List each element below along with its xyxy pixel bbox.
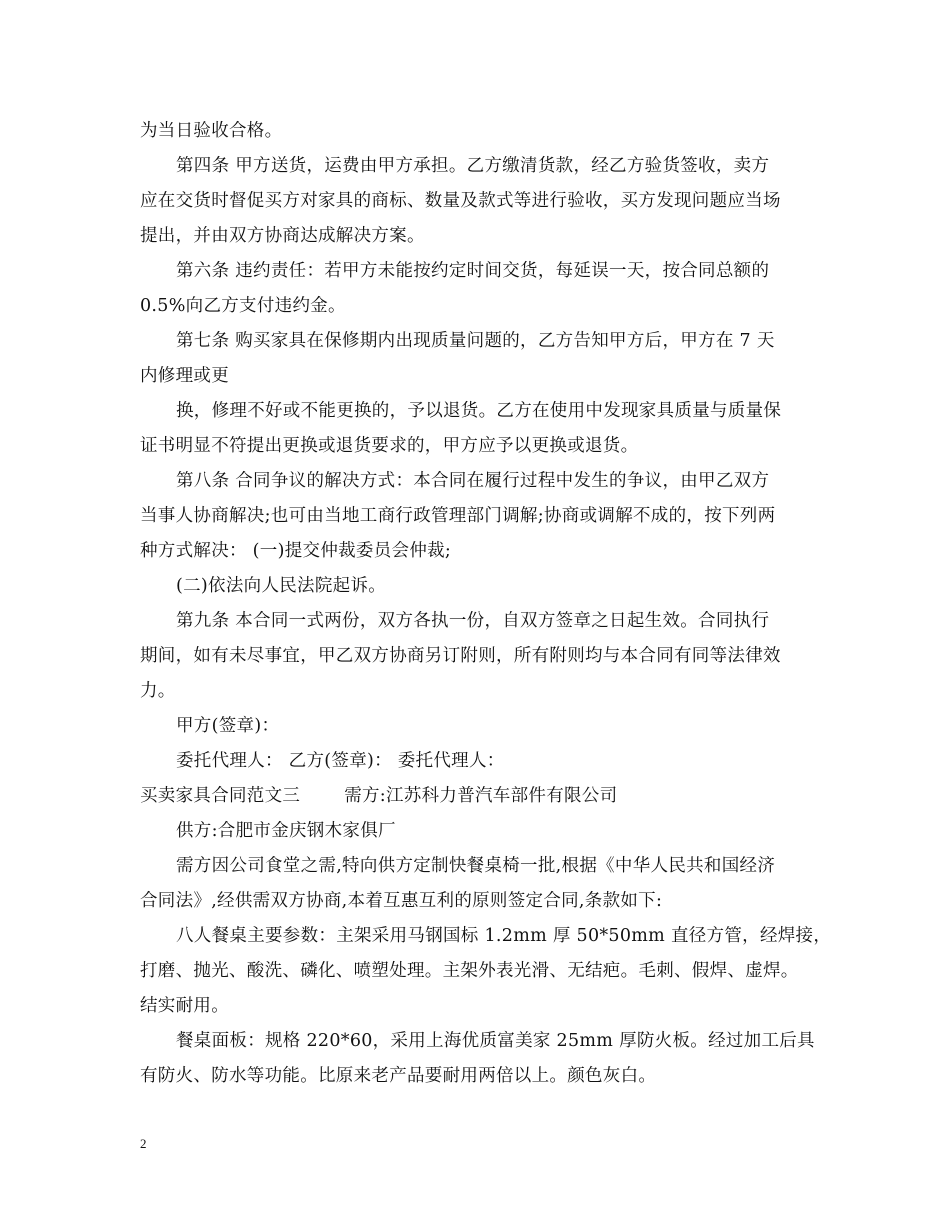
section-title-line	[140, 786, 617, 806]
text-line: 合同法》,经供需双方协商,本着互惠互利的原则签定合同,条款如下:	[140, 891, 663, 911]
text-line: 第四条 甲方送货，运费由甲方承担。乙方缴清货款，经乙方验货签收，卖方	[176, 156, 770, 176]
text-line: 第七条 购买家具在保修期内出现质量问题的，乙方告知甲方后，甲方在 7 天	[176, 331, 775, 351]
text-line: 第九条 本合同一式两份，双方各执一份，自双方签章之日起生效。合同执行	[176, 611, 770, 631]
text-line: 第六条 违约责任：若甲方未能按约定时间交货，每延误一天，按合同总额的	[176, 261, 770, 281]
text-line: 打磨、抛光、酸洗、磷化、喷塑处理。主架外表光滑、无结疤。毛刺、假焊、虚焊。	[140, 961, 799, 981]
text-line: 八人餐桌主要参数：主架采用马钢国标 1.2mm 厚 50*50mm 直径方管，经焊接，	[176, 926, 832, 946]
text-line: 需方因公司食堂之需,特向供方定制快餐桌椅一批,根据《中华人民共和国经济	[176, 856, 776, 876]
text-line: 期间，如有未尽事宜，甲乙双方协商另订附则，所有附则均与本合同有同等法律效	[140, 646, 781, 666]
signature-line-agents: 委托代理人： 乙方(签章)： 委托代理人：	[176, 751, 505, 771]
text-line: 种方式解决： (一)提交仲裁委员会仲裁;	[140, 541, 452, 561]
text-line: 餐桌面板：规格 220*60，采用上海优质富美家 25mm 厚防火板。经过加工后具	[176, 1031, 815, 1051]
text-line: 第八条 合同争议的解决方式：本合同在履行过程中发生的争议，由甲乙双方	[176, 471, 770, 491]
section-title: 买卖家具合同范文三	[140, 786, 301, 806]
text-line: 结实耐用。	[140, 996, 229, 1016]
signature-line-party-a: 甲方(签章)：	[176, 716, 280, 736]
text-line: 内修理或更	[140, 366, 229, 386]
text-line: 应在交货时督促买方对家具的商标、数量及款式等进行验收，买方发现问题应当场	[140, 191, 781, 211]
text-line: 力。	[140, 681, 176, 701]
text-line: (二)依法向人民法院起诉。	[176, 576, 387, 596]
supplier-name: 供方:合肥市金庆钢木家俱厂	[176, 821, 396, 841]
text-line: 当事人协商解决;也可由当地工商行政管理部门调解;协商或调解不成的，按下列两	[140, 506, 776, 526]
text-line: 换，修理不好或不能更换的，予以退货。乙方在使用中发现家具质量与质量保	[176, 401, 782, 421]
text-line: 提出，并由双方协商达成解决方案。	[140, 226, 425, 246]
text-line: 证书明显不符提出更换或退货要求的，甲方应予以更换或退货。	[140, 436, 639, 456]
text-line: 为当日验收合格。	[140, 121, 283, 141]
buyer-name: 需方:江苏科力普汽车部件有限公司	[344, 786, 618, 806]
text-line: 0.5%向乙方支付违约金。	[140, 296, 346, 316]
page-number: 2	[140, 1136, 147, 1151]
text-line: 有防火、防水等功能。比原来老产品要耐用两倍以上。颜色灰白。	[140, 1066, 657, 1086]
